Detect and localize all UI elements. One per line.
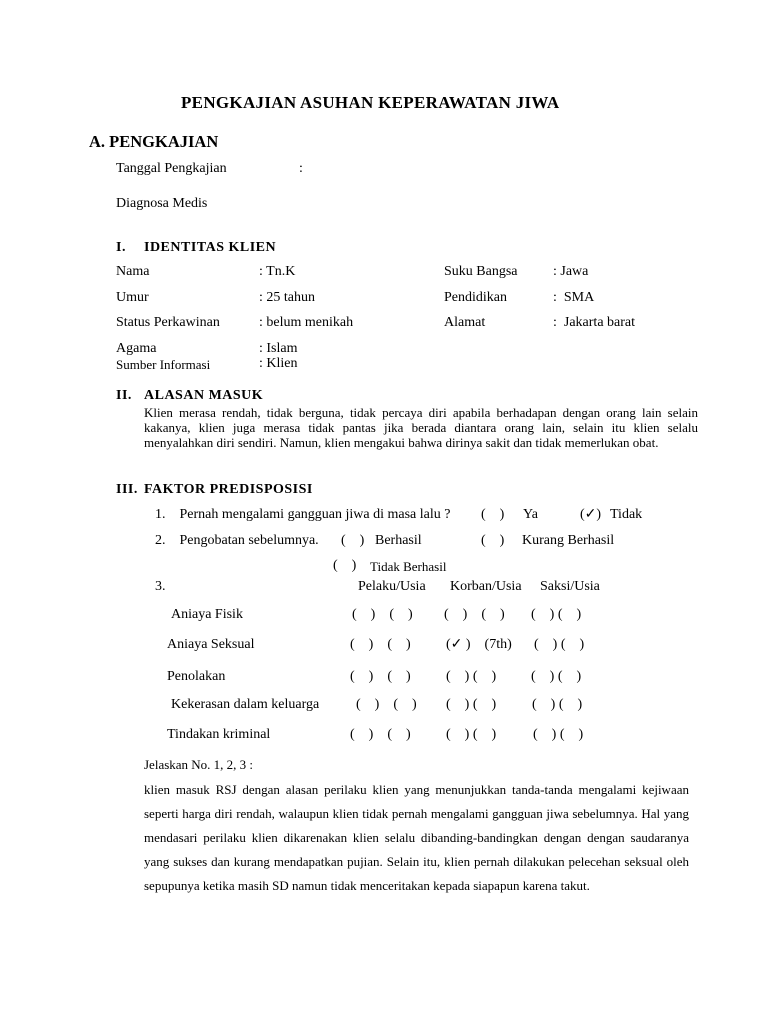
q2-label: 2. Pengobatan sebelumnya. [155, 533, 319, 548]
q3-row-label: Penolakan [167, 669, 226, 684]
sumber-label: Sumber Informasi [116, 357, 211, 372]
q2-tidak-label: Tidak Berhasil [370, 559, 447, 574]
q3-row-korban[interactable]: ( ) ( ) [446, 669, 497, 684]
q3-row-pelaku[interactable]: ( ) ( ) [356, 697, 417, 712]
status-label: Status Perkawinan [116, 315, 220, 330]
q3-row-korban[interactable]: ( ) ( ) [446, 697, 497, 712]
jelaskan-label: Jelaskan No. 1, 2, 3 : [144, 757, 254, 772]
status-value: : belum menikah [259, 315, 354, 330]
q2-kurang-label: Kurang Berhasil [522, 533, 615, 548]
q3-row-saksi[interactable]: ( ) ( ) [532, 697, 583, 712]
tanggal-colon: : [299, 161, 303, 176]
identitas-heading: IDENTITAS KLIEN [144, 240, 277, 255]
q3-row-pelaku[interactable]: ( ) ( ) [350, 727, 411, 742]
q1-tidak-label: Tidak [610, 507, 643, 522]
q3-row-pelaku[interactable]: ( ) ( ) [350, 637, 411, 652]
sumber-value: : Klien [259, 356, 298, 371]
q3-row-label: Aniaya Seksual [167, 637, 255, 652]
q3-row-saksi[interactable]: ( ) ( ) [531, 607, 582, 622]
faktor-number: III. [116, 482, 138, 497]
nama-value: : Tn.K [259, 264, 296, 279]
suku-label: Suku Bangsa [444, 264, 518, 279]
agama-label: Agama [116, 341, 157, 356]
diagnosa-label: Diagnosa Medis [116, 196, 208, 211]
q3-row-label: Tindakan kriminal [167, 727, 271, 742]
alamat-label: Alamat [444, 315, 486, 330]
q3-row-pelaku[interactable]: ( ) ( ) [352, 607, 413, 622]
alasan-number: II. [116, 388, 132, 403]
alamat-value: : Jakarta barat [553, 315, 636, 330]
nama-label: Nama [116, 264, 150, 279]
q1-ya-label: Ya [523, 507, 538, 522]
q3-row-label: Aniaya Fisik [171, 607, 243, 622]
suku-value: : Jawa [553, 264, 589, 279]
agama-value: : Islam [259, 341, 298, 356]
q1-tidak-checkbox[interactable]: (✓) [580, 507, 602, 522]
umur-label: Umur [116, 290, 149, 305]
q1-ya-checkbox[interactable]: ( ) [481, 507, 505, 522]
q3-row-korban[interactable]: (✓ ) (7th) [446, 637, 512, 652]
q2-berhasil-label: Berhasil [375, 533, 422, 548]
jelaskan-text: klien masuk RSJ dengan alasan perilaku klien yang menunjukkan tanda-tanda mengalami kejiwaan seperti harga diri rendah, walaupun klien tidak pernah mengalami gangguan jiwa sebelumnya. Hal yang mendasari perilaku klien dikarenakan klien selalu dibanding-bandingkan dengan dengan saudaranya yang sukses dan kurang mendapatkan pujian. Selain itu, klien pernah dilakukan pelecehan seksual oleh sepupunya ketika masih SD namun tidak menceritakan kepada siapapun karena takut. [144, 782, 689, 893]
tanggal-label: Tanggal Pengkajian [116, 161, 227, 176]
alasan-text: Klien merasa rendah, tidak berguna, tidak percaya diri apabila berhadapan dengan orang lain selain kakanya, klien juga merasa tidak pantas jika berada diantara orang lain, selain itu klien selalu menyalahkan diri sendiri. Namun, klien mengakui bahwa dirinya sakit dan tidak memerlukan obat. [144, 405, 698, 450]
q3-row-korban[interactable]: ( ) ( ) [446, 727, 497, 742]
q3-row-saksi[interactable]: ( ) ( ) [533, 727, 584, 742]
q3-row-label: Kekerasan dalam keluarga [171, 697, 320, 712]
q1-label: 1. Pernah mengalami gangguan jiwa di masa lalu ? [155, 507, 451, 522]
q3-row-saksi[interactable]: ( ) ( ) [531, 669, 582, 684]
page-title: PENGKAJIAN ASUHAN KEPERAWATAN JIWA [181, 93, 560, 112]
pendidikan-label: Pendidikan [444, 290, 507, 305]
alasan-heading: ALASAN MASUK [144, 388, 264, 403]
q2-tidak-checkbox[interactable]: ( ) [333, 558, 357, 573]
q3-col-korban: Korban/Usia [450, 579, 522, 594]
q3-number: 3. [155, 579, 166, 594]
q3-col-saksi: Saksi/Usia [540, 579, 600, 594]
identitas-number: I. [116, 240, 126, 255]
q3-row-korban[interactable]: ( ) ( ) [444, 607, 505, 622]
section-a-heading: A. PENGKAJIAN [89, 132, 219, 151]
q3-row-pelaku[interactable]: ( ) ( ) [350, 669, 411, 684]
q3-col-pelaku: Pelaku/Usia [358, 579, 426, 594]
umur-value: : 25 tahun [259, 290, 315, 305]
q2-kurang-checkbox[interactable]: ( ) [481, 533, 505, 548]
q3-row-saksi[interactable]: ( ) ( ) [534, 637, 585, 652]
faktor-heading: FAKTOR PREDISPOSISI [144, 482, 313, 497]
pendidikan-value: : SMA [553, 290, 595, 305]
q2-berhasil-checkbox[interactable]: ( ) [341, 533, 365, 548]
